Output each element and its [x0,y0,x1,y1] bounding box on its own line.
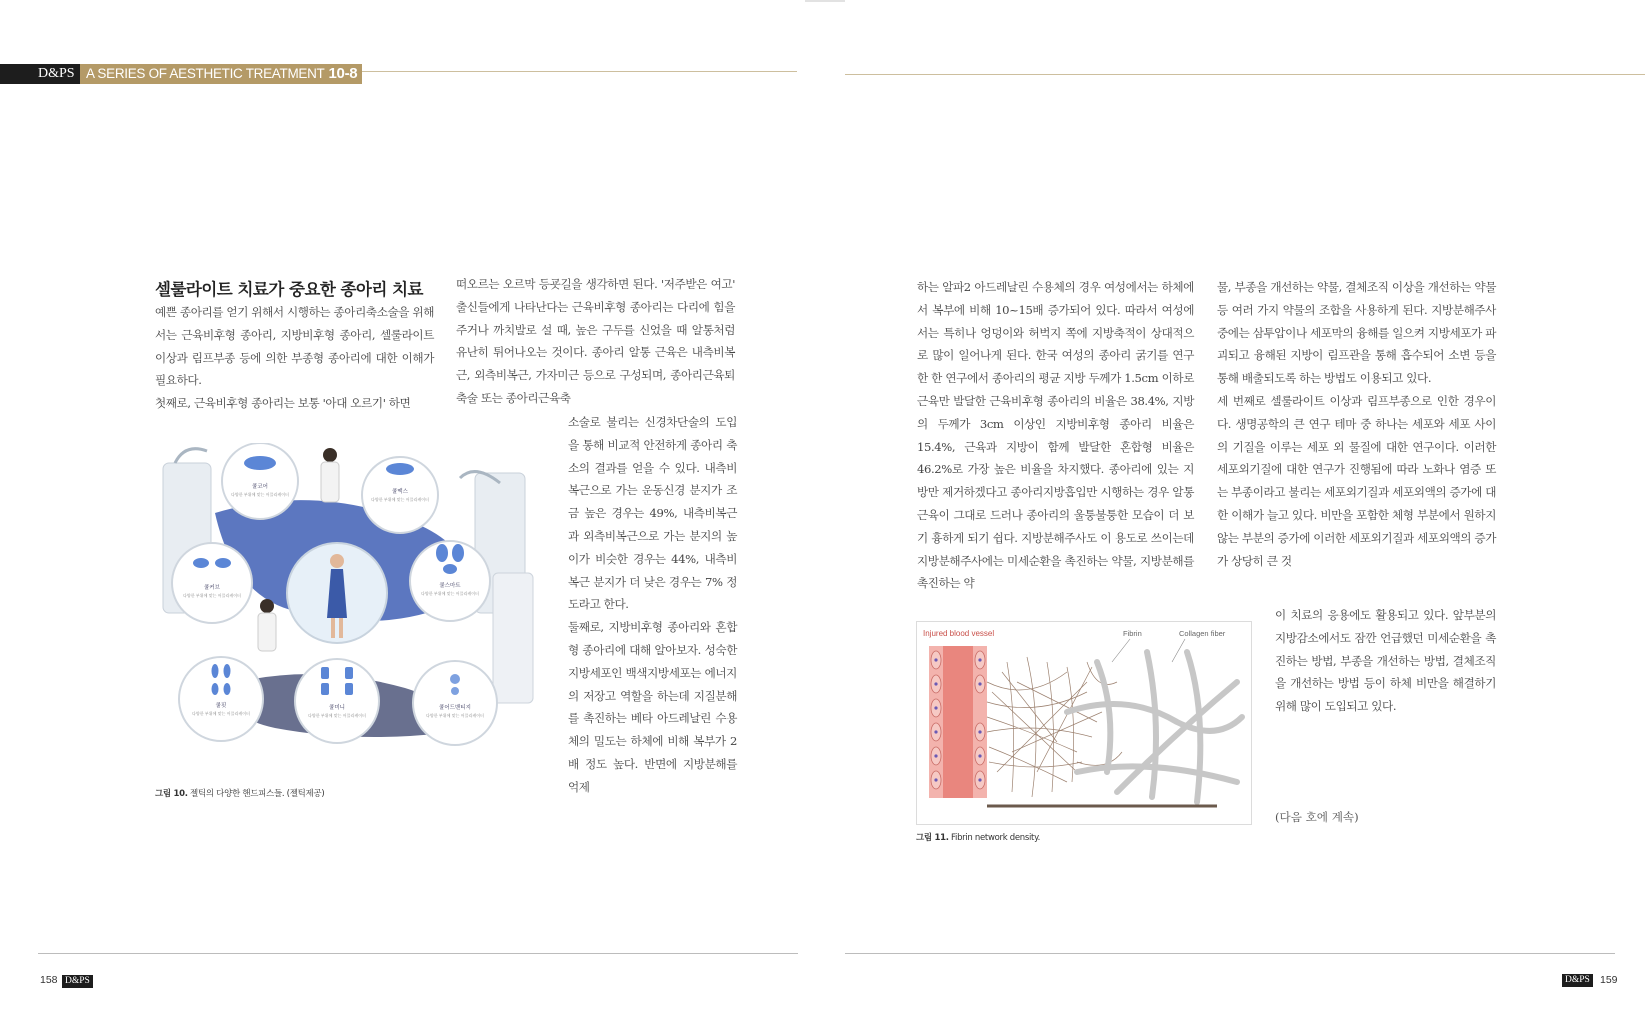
column-3 [917,276,1194,595]
column-4-continued [1275,604,1496,718]
desc-coolcore: 다양한 부위에 맞는 어플리케이터 [231,492,289,497]
header-rule-right [845,74,1645,75]
col4-paragraph-1: 물, 부종을 개선하는 약물, 결체조직 이상을 개선하는 약물 등 여러 가지 약물의 조합을 사용하게 된다. 지방분해주사 중에는 삼투압이나 세포막의 융해를 일으켜 지방세포가 파괴되고 융해된 지방이 림프관을 통해 흡수되어 소변 등을 통해 배출되도록 하는 방법도 이용되고 있다. [1217,280,1496,386]
desc-coolsmart: 다양한 부위에 맞는 어플리케이터 [421,591,479,596]
figure-11-caption-text: Fibrin network density. [951,833,1040,843]
applicator-circle-1 [222,443,298,519]
applicator-circle-7 [413,661,497,745]
fibrin-network-illustration [917,622,1251,824]
figure-11-caption [916,831,1040,843]
applicator-circle-6 [295,659,379,743]
footer-rule-left [38,953,798,954]
col2b-paragraph-2: 둘째로, 지방비후형 종아리와 혼합형 종아리에 대해 알아보자. 성숙한 지방세포인 백색지방세포는 에너지의 저장고 역할을 하는데 지질분해를 촉진하는 베타 아드레날린 수용체의 밀도는 하체에 비해 복부가 2배 정도 높다. 반면에 지방분해를 억제 [568,620,737,794]
label-coolsmart: 쿨스마트 [439,583,461,589]
desc-cooladvantage: 다양한 부위에 맞는 어플리케이터 [426,713,484,718]
page-number-right: 159 [1600,974,1618,986]
figure-11-fibrin-network [916,621,1252,825]
label-coolcore: 쿨코어 [252,484,268,490]
column-2-continued [568,411,737,799]
label-coolmax: 쿨맥스 [392,489,408,495]
footer-logo-right: D&PS [1562,974,1593,987]
page-number-left: 158 [40,974,58,986]
section-title: 셀룰라이트 치료가 중요한 종아리 치료 [155,280,424,299]
desc-coolfit: 다양한 부위에 맞는 어플리케이터 [192,711,250,716]
col4b-paragraph: 이 치료의 응용에도 활용되고 있다. 앞부분의 지방감소에서도 잠깐 언급했던 미세순환을 촉진하는 방법, 부종을 개선하는 방법, 결체조직을 개선하는 방법 등이 하체 비만을 해결하기 위해 많이 도입되고 있다. [1275,608,1496,714]
header-issue: 10-8 [328,65,358,82]
label-cooladvantage: 쿨어드밴티지 [439,705,471,711]
footer-logo-left: D&PS [62,975,93,988]
applicator-circle-5 [179,657,263,741]
label-injured-vessel: Injured blood vessel [923,629,995,638]
applicator-circle-4 [410,541,490,621]
applicator-circle-3 [172,543,252,623]
col4-paragraph-2: 세 번째로 셀룰라이트 이상과 림프부종으로 인한 경우이다. 생명공학의 큰 연구 테마 중 하나는 세포와 세포 사이의 기질을 이루는 세포 외 물질에 대한 연구이다. 이러한 세포외기질에 대한 연구가 진행됨에 따라 노화나 염증 또는 부종이라고 불리는 세포외기질과 세포외액의 증가에 대한 이해가 늘고 있다. 비만을 포함한 체형 부분에서 원하지 않는 부분의 증가에 이러한 세포외기질과 세포외액의 증가가 상당히 큰 것 [1217,393,1496,568]
label-collagen: Collagen fiber [1179,629,1226,638]
label-coolfit: 쿨핏 [215,703,227,709]
label-coolmini: 쿨미니 [329,705,345,711]
desc-coolcurve: 다양한 부위에 맞는 어플리케이터 [183,593,241,598]
label-fibrin: Fibrin [1123,629,1142,638]
handpieces-illustration [155,443,547,781]
header-series: A SERIES OF AESTHETIC TREATMENT [86,66,325,81]
col3-paragraph: 하는 알파2 아드레날린 수용체의 경우 여성에서는 하체에서 복부에 비해 10~15배 증가되어 있다. 따라서 여성에서는 특히나 엉덩이와 허벅지 쪽에 지방축적이 상대적으로 많이 일어나게 된다. 한국 여성의 종아리 굵기를 연구한 한 연구에서 종아리의 평균 지방 두께가 1.5cm 이하로 근육만 발달한 근육비후형 종아리의 비율은 38.4%, 지방의 두께가 3cm 이상인 지방비후형 종아리 비율은 15.4%, 근육과 지방이 함께 발달한 혼합형 비율은 46.2%로 가장 높은 비율을 차지했다. 종아리에 있는 지방만 제거하겠다고 종아리지방흡입만 시행하는 경우 알통 근육이 그대로 드러나 종아리의 울퉁불퉁한 모습이 더 보기 흉하게 되기 쉽다. 지방분해주사도 이 용도로 쓰이는데 지방분해주사에는 미세순환을 촉진하는 약물, 지방분해를 촉진하는 약 [917,280,1194,591]
header-rule-left [362,71,797,72]
figure-10-caption-text: 젤틱의 다양한 핸드피스들. (젤틱제공) [190,789,325,799]
header-series-bar [80,64,362,84]
footer-rule-right [845,953,1615,954]
col2-paragraph: 떠오르는 오르막 등굣길을 생각하면 된다. '저주받은 여고' 출신들에게 나타난다는 근육비후형 종아리는 다리에 힘을 주거나 까치발로 설 때, 높은 구두를 신었을 때 알통처럼 유난히 튀어나오는 것이다. 종아리 알통 근육은 내측비복근, 외측비복근, 가자미근 등으로 구성되며, 종아리근육퇴축술 또는 종아리근육축 [456,277,735,405]
label-coolcurve: 쿨커브 [204,585,220,591]
column-1 [155,301,434,415]
desc-coolmax: 다양한 부위에 맞는 어플리케이터 [371,497,429,502]
desc-coolmini: 다양한 부위에 맞는 어플리케이터 [308,713,366,718]
column-4 [1217,276,1496,572]
figure-10-caption [155,787,324,799]
col2b-paragraph-1: 소술로 불리는 신경차단술의 도입을 통해 비교적 안전하게 종아리 축소의 결과를 얻을 수 있다. 내측비복근으로 가는 운동신경 분지가 조금 높은 경우는 49%, 내측비복근과 외측비복근으로 가는 분지의 높이가 비슷한 경우는 44%, 내측비복근 분지가 더 낮은 경우는 7% 정도라고 한다. [568,415,737,612]
col1-paragraph-2: 첫째로, 근육비후형 종아리는 보통 '아대 오르기' 하면 [155,396,411,411]
header-logo: D&PS [0,64,80,84]
col1-paragraph-1: 예쁜 종아리를 얻기 위해서 시행하는 종아리축소술을 위해서는 근육비후형 종아리, 지방비후형 종아리, 셀룰라이트 이상과 림프부종 등에 의한 부종형 종아리에 대한 이해가 필요하다. [155,305,434,388]
applicator-circle-2 [362,457,438,533]
figure-10-handpieces [155,443,547,781]
column-2 [456,273,735,410]
figure-10-caption-label: 그림 10. [155,789,188,799]
continued-note: (다음 호에 계속) [1275,810,1359,824]
figure-11-caption-label: 그림 11. [916,833,949,843]
gutter-mark [805,0,845,2]
